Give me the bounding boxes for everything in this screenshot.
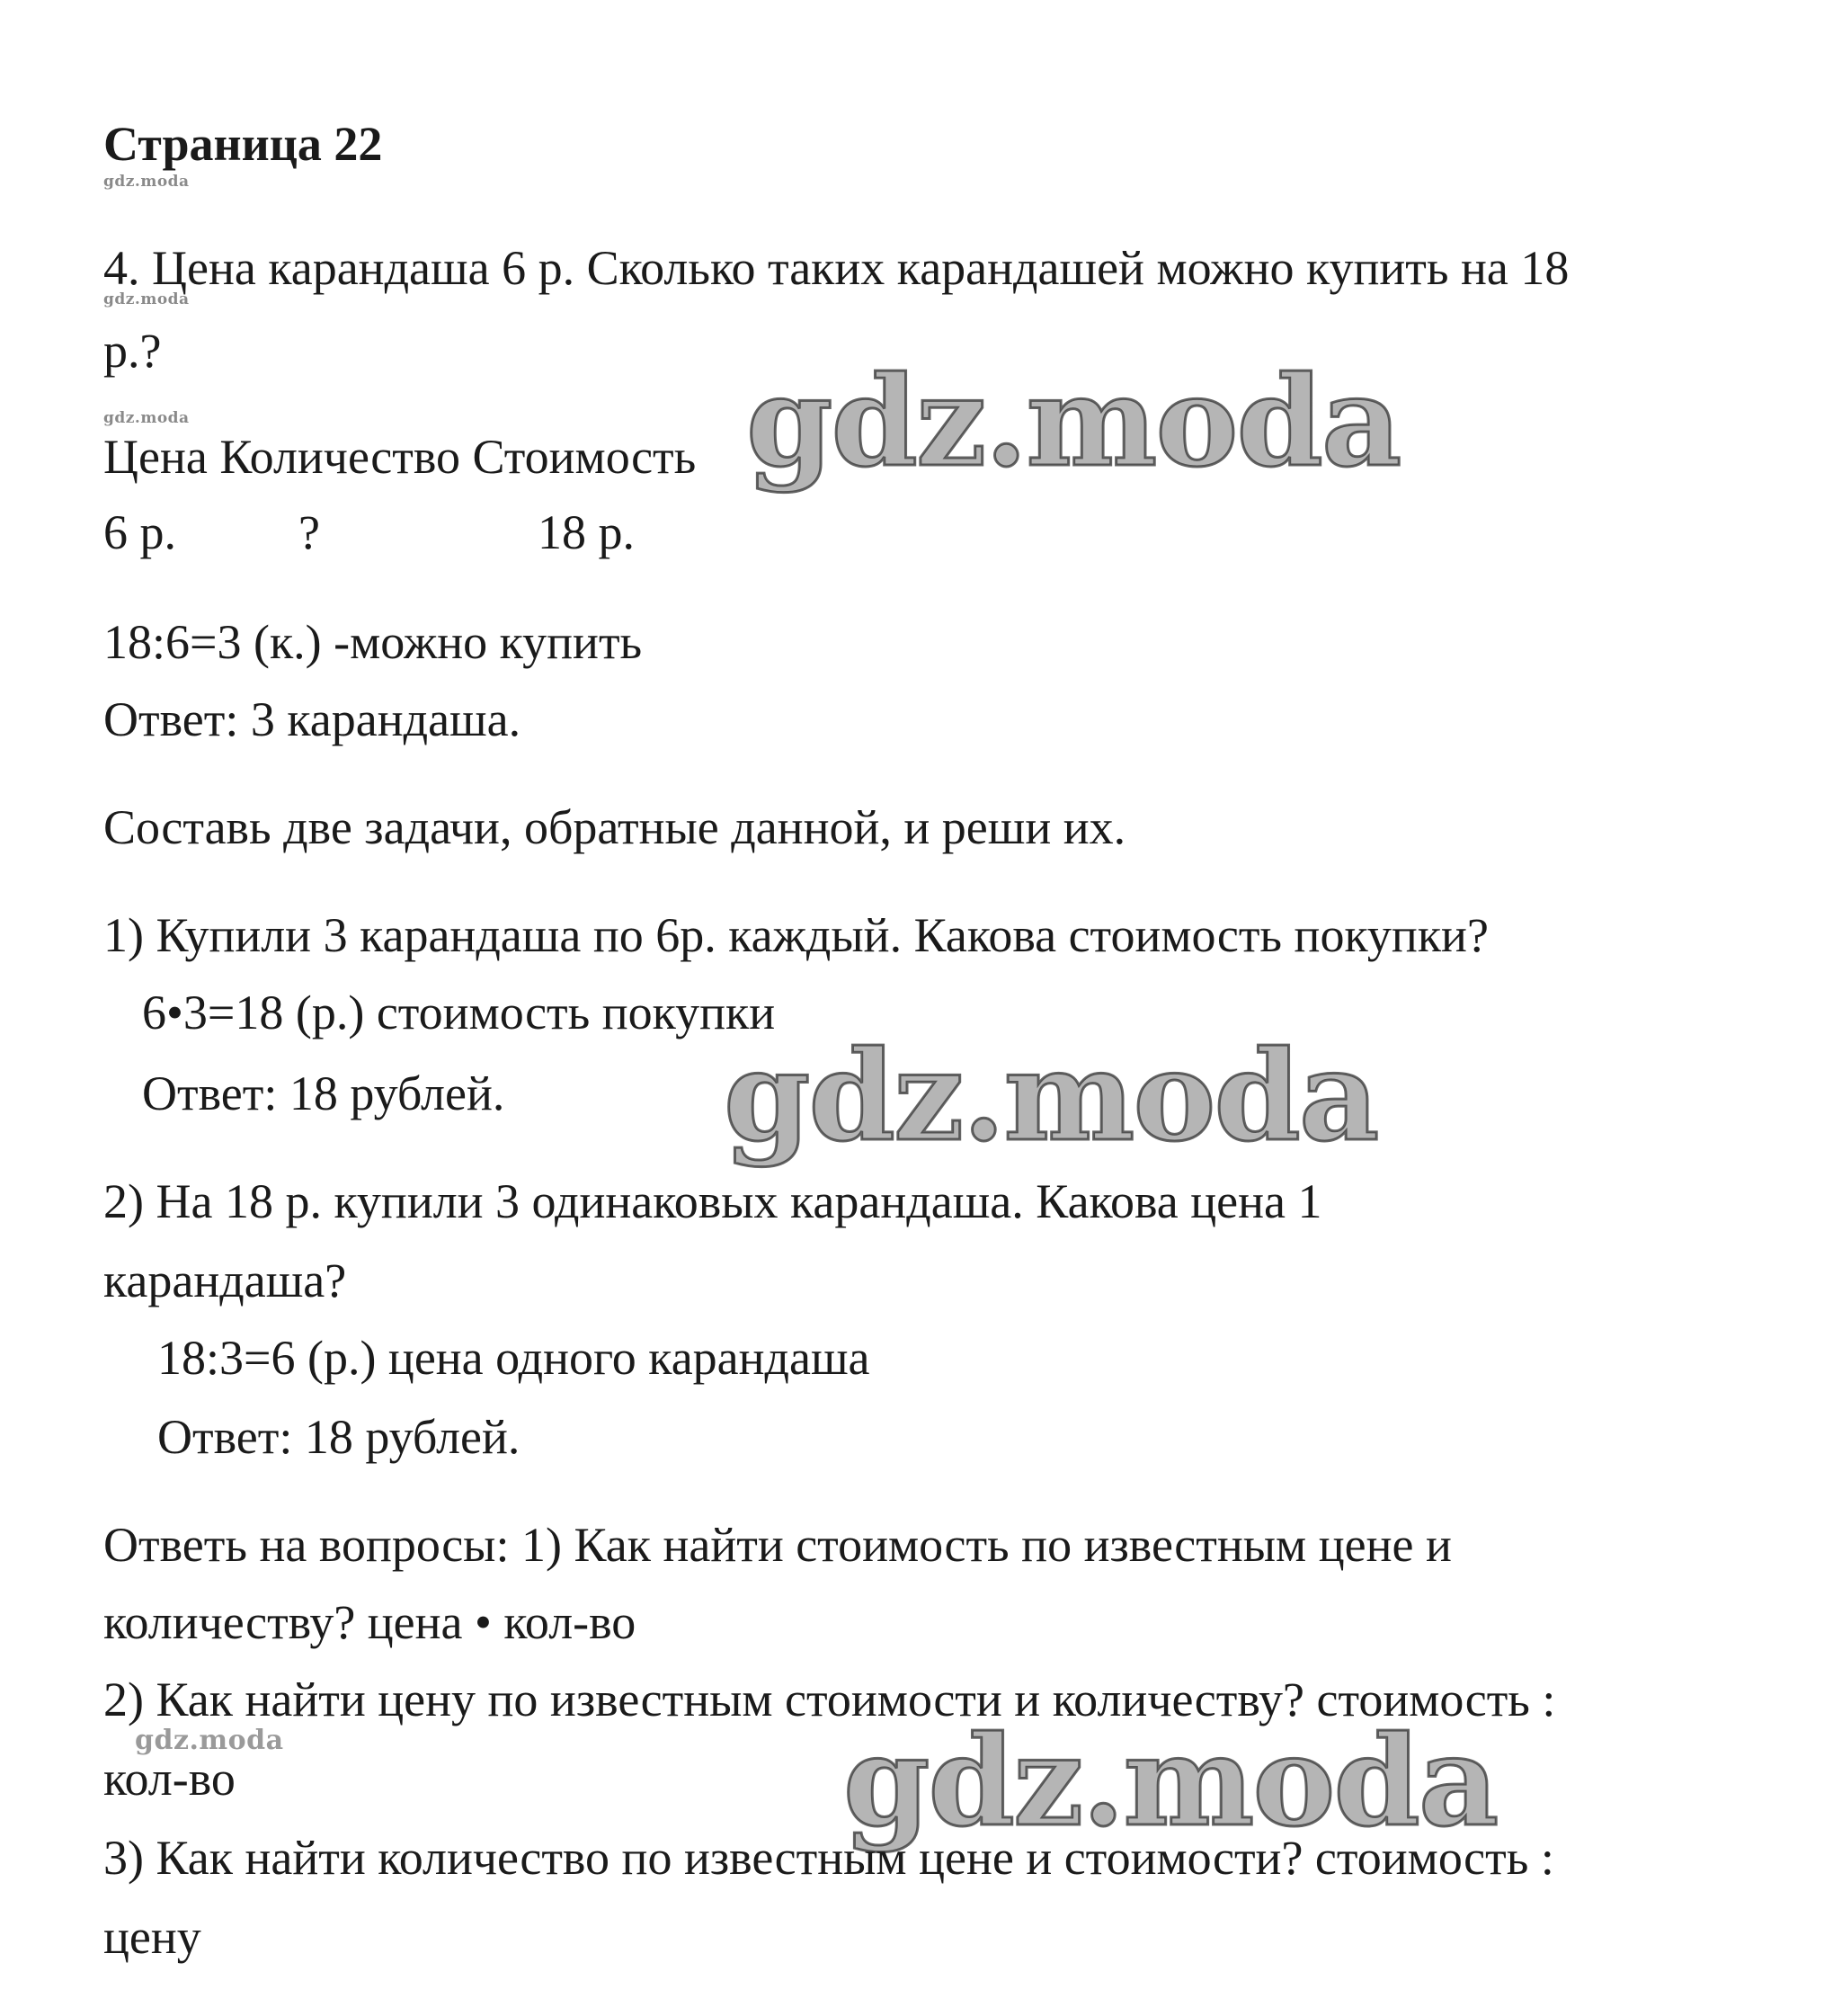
question1-line1: Ответь на вопросы: 1) Как найти стоимость по известным цене и	[103, 1518, 1452, 1572]
task2-answer: Ответ: 18 рублей.	[157, 1410, 521, 1464]
watermark-small: gdz.moda	[103, 173, 190, 191]
task1-answer: Ответ: 18 рублей.	[142, 1066, 505, 1120]
inverse-task-prompt: Составь две задачи, обратные данной, и реши их.	[103, 800, 1126, 854]
question2-line2: кол-во	[103, 1752, 236, 1806]
watermark-small: gdz.moda	[103, 409, 190, 427]
watermark-large: gdz.moda	[724, 1022, 1378, 1169]
task1-step: 6•3=18 (р.) стоимость покупки	[142, 986, 776, 1039]
question3-line1: 3) Как найти количество по известным цене и стоимости? стоимость :	[103, 1831, 1554, 1885]
task2-text-line1: 2) На 18 р. купили 3 одинаковых карандаша. Какова цена 1	[103, 1174, 1322, 1228]
table-cell-cost: 18 р.	[538, 505, 635, 559]
problem-text-line1: 4. Цена карандаша 6 р. Сколько таких карандашей можно купить на 18	[103, 241, 1570, 295]
task1-text: 1) Купили 3 карандаша по 6р. каждый. Какова стоимость покупки?	[103, 908, 1489, 962]
solution-answer: Ответ: 3 карандаша.	[103, 692, 521, 746]
question2-line1: 2) Как найти цену по известным стоимости и количеству? стоимость :	[103, 1673, 1556, 1726]
table-cell-quantity: ?	[298, 505, 320, 559]
watermark-small: gdz.moda	[135, 1725, 284, 1756]
watermark-large: gdz.moda	[746, 348, 1401, 495]
table-cell-price: 6 р.	[103, 505, 176, 559]
problem-text-line2: р.?	[103, 324, 162, 378]
solution-step: 18:6=3 (к.) -можно купить	[103, 615, 643, 669]
question1-line2: количеству? цена • кол-во	[103, 1595, 636, 1649]
watermark-large: gdz.moda	[843, 1708, 1498, 1854]
table-headers: Цена Количество Стоимость	[103, 430, 697, 484]
task2-step: 18:3=6 (р.) цена одного карандаша	[157, 1331, 870, 1385]
page-title: Страница 22	[103, 117, 383, 171]
watermark-small: gdz.moda	[103, 290, 190, 308]
question3-line2: цену	[103, 1910, 201, 1964]
task2-text-line2: карандаша?	[103, 1253, 347, 1307]
